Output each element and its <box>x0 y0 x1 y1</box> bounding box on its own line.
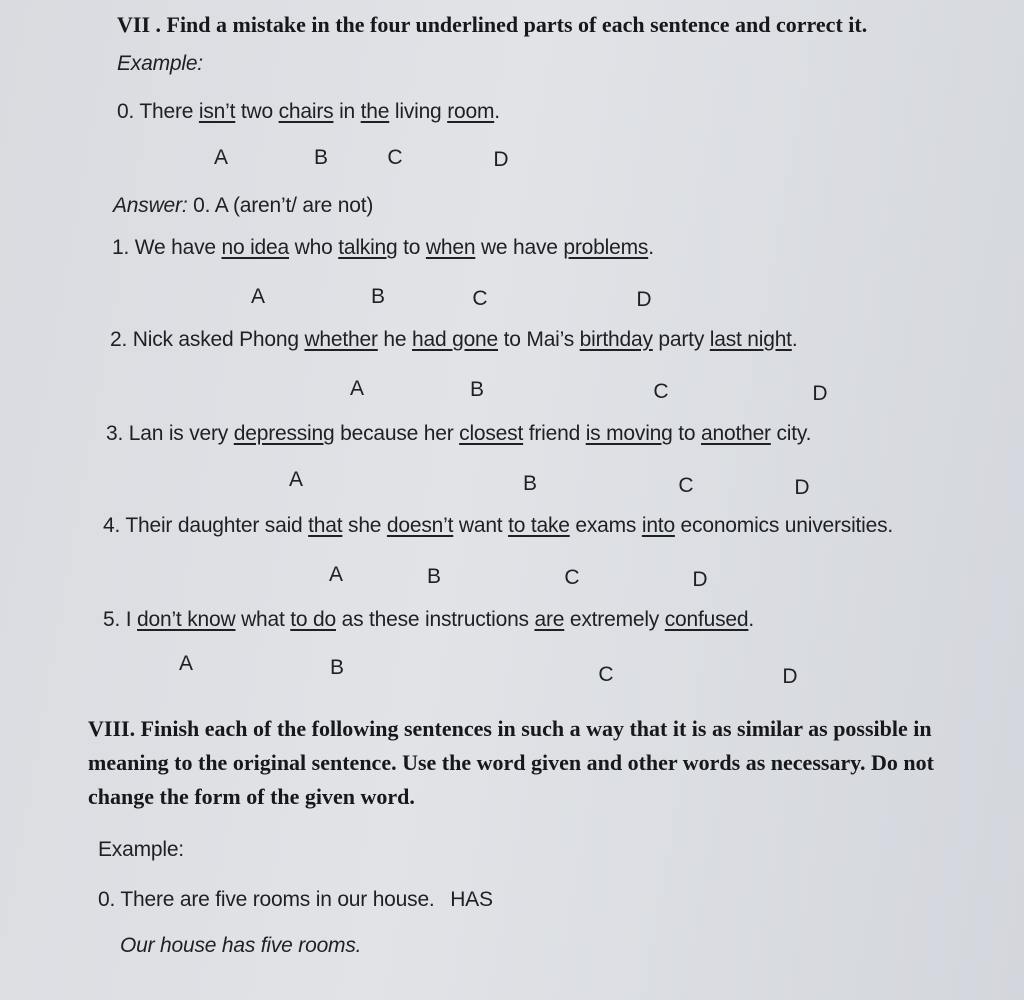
q3-part-d: another <box>701 422 771 445</box>
example-option-b: B <box>313 146 328 169</box>
q3-option-d: D <box>794 476 810 499</box>
q4-part-a: that <box>308 514 343 537</box>
q1-part-c: when <box>425 236 476 259</box>
q4-option-d: D <box>692 568 708 591</box>
example-part-a: isn’t <box>198 100 236 123</box>
q1-part-a: no idea <box>221 236 289 259</box>
section-8-example-sentence: 0. There are five rooms in our house. HAS <box>98 888 493 911</box>
q4-option-b: B <box>426 565 441 588</box>
q2-option-a: A <box>349 377 364 400</box>
example-sentence: 0. There isn’t two chairs in the living room. <box>117 100 500 123</box>
section-8-example-answer: Our house has five rooms. <box>120 934 362 957</box>
q3-part-b: closest <box>459 422 524 445</box>
example-option-a: A <box>213 146 228 169</box>
q2-part-d: last night <box>709 328 792 351</box>
q2-option-b: B <box>469 378 484 401</box>
section-8-example-label: Example: <box>98 838 184 861</box>
question-2: 2. Nick asked Phong whether he had gone to Mai’s birthday party last night. <box>110 328 798 351</box>
q4-part-c: to take <box>508 514 570 537</box>
q4-option-a: A <box>328 563 343 586</box>
q5-part-d: confused <box>664 608 749 631</box>
question-3: 3. Lan is very depressing because her closest friend is moving to another city. <box>106 422 812 445</box>
q5-option-d: D <box>782 665 798 688</box>
question-4: 4. Their daughter said that she doesn’t want to take exams into economics universities. <box>103 514 894 537</box>
section-8-heading: VIII. Finish each of the following sentences in such a way that it is as similar as possible in meaning to the original sentence. Use the word given and other words as necessary. Do not change the form of the given word. <box>88 716 934 809</box>
q5-part-b: to do <box>290 608 336 631</box>
example-answer: Answer: 0. A (aren’t/ are not) <box>113 194 374 217</box>
q3-option-a: A <box>288 468 303 491</box>
example-option-c: C <box>387 146 403 169</box>
q1-option-b: B <box>370 285 385 308</box>
example-part-c: the <box>360 100 390 123</box>
q5-option-b: B <box>329 656 344 679</box>
example-part-b: chairs <box>278 100 334 123</box>
q2-option-c: C <box>653 380 669 403</box>
q2-part-a: whether <box>304 328 378 351</box>
given-word: HAS <box>450 888 493 911</box>
q4-part-d: into <box>641 514 675 537</box>
q1-part-b: talking <box>338 236 398 259</box>
question-5: 5. I don’t know what to do as these instructions are extremely confused. <box>103 608 755 631</box>
q4-part-b: doesn’t <box>386 514 454 537</box>
q5-part-c: are <box>534 608 565 631</box>
example-part-d: room <box>447 100 495 123</box>
q3-option-c: C <box>678 474 694 497</box>
q1-option-c: C <box>472 287 488 310</box>
q2-part-b: had gone <box>412 328 499 351</box>
question-1: 1. We have no idea who talking to when we have problems. <box>112 236 654 259</box>
q4-option-c: C <box>564 566 580 589</box>
q5-part-a: don’t know <box>137 608 236 631</box>
q1-option-d: D <box>636 288 652 311</box>
q3-part-a: depressing <box>233 422 335 445</box>
q1-part-d: problems <box>563 236 649 259</box>
q5-option-c: C <box>598 663 614 686</box>
example-option-d: D <box>493 148 509 171</box>
q1-option-a: A <box>250 285 265 308</box>
q2-option-d: D <box>812 382 828 405</box>
section-7-heading: VII . Find a mistake in the four underlined parts of each sentence and correct it. <box>117 12 868 37</box>
q5-option-a: A <box>178 652 193 675</box>
example-label: Example: <box>117 52 203 75</box>
q2-part-c: birthday <box>579 328 653 351</box>
q3-part-c: is moving <box>585 422 673 445</box>
q3-option-b: B <box>522 472 537 495</box>
